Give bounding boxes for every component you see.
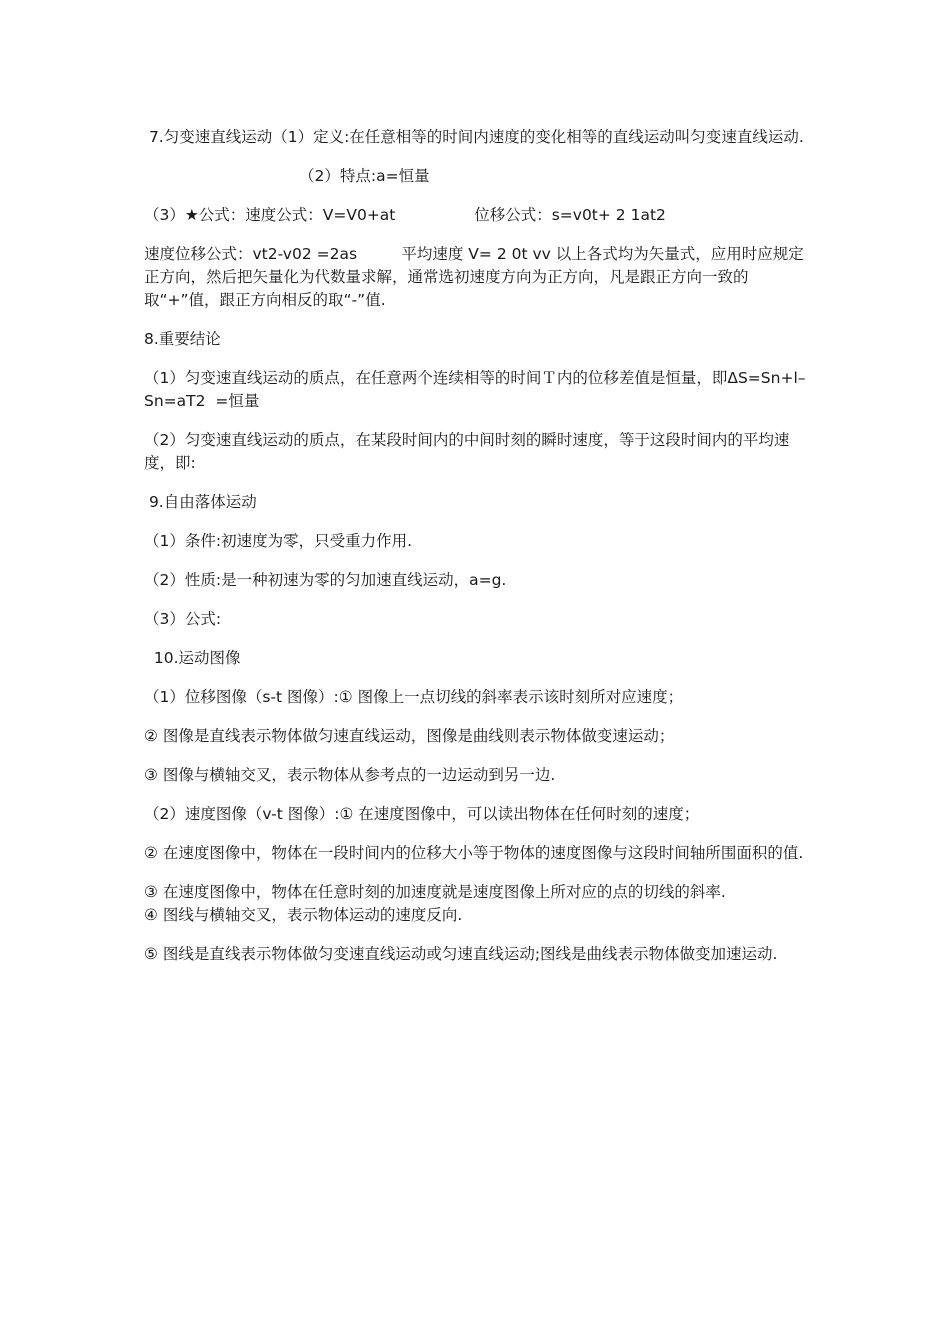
section-7-definition: 7.匀变速直线运动（1）定义:在任意相等的时间内速度的变化相等的直线运动叫匀变速直线运动.	[144, 128, 804, 146]
section-10-vt-graph-4: ④ 图线与横轴交叉，表示物体运动的速度反向.	[144, 906, 463, 924]
section-8-heading: 8.重要结论	[144, 330, 221, 348]
section-9-heading: 9.自由落体运动	[144, 493, 257, 511]
section-10-heading: 10.运动图像	[144, 649, 241, 667]
document-page	[144, 126, 809, 982]
section-10-vt-graph-2: ② 在速度图像中，物体在一段时间内的位移大小等于物体的速度图像与这段时间轴所围面积的值.	[144, 844, 804, 862]
section-7-formulas: （3）★公式：速度公式：V=V0+at 位移公式：s=v0t+ 2 1at2	[144, 206, 666, 224]
section-10-vt-graph-1: （2）速度图像（v-t 图像）:① 在速度图像中，可以读出物体在任何时刻的速度；	[144, 805, 700, 823]
section-8-conclusion-2: （2）匀变速直线运动的质点，在某段时间内的中间时刻的瞬时速度，等于这段时间内的平均速度，即:	[144, 431, 790, 472]
section-10-st-graph-1: （1）位移图像（s-t 图像）:① 图像上一点切线的斜率表示该时刻所对应速度；	[144, 688, 684, 706]
section-8-conclusion-1: （1）匀变速直线运动的质点，在任意两个连续相等的时间Ｔ内的位移差值是恒量，即ΔS=Sn+l–Sn=aT2 =恒量	[144, 369, 806, 410]
section-9-formula: （3）公式:	[144, 610, 222, 628]
section-10-vt-graph-5: ⑤ 图线是直线表示物体做匀变速直线运动或匀速直线运动;图线是曲线表示物体做变加速运动.	[144, 945, 778, 963]
section-10-vt-graph-3: ③ 在速度图像中，物体在任意时刻的加速度就是速度图像上所对应的点的切线的斜率.	[144, 883, 726, 901]
section-9-condition: （1）条件:初速度为零，只受重力作用.	[144, 532, 413, 550]
section-7-feature: （2）特点:a=恒量	[299, 167, 430, 185]
section-10-st-graph-2: ② 图像是直线表示物体做匀速直线运动，图像是曲线则表示物体做变速运动；	[144, 727, 675, 745]
section-10-st-graph-3: ③ 图像与横轴交叉，表示物体从参考点的一边运动到另一边.	[144, 766, 556, 784]
section-7-velocity-displacement: 速度位移公式：vt2-v02 =2as 平均速度 V= 2 0t vv 以上各式均为矢量式，应用时应规定正方向，然后把矢量化为代数量求解，通常选初速度方向为正方向，凡是跟正方向一致的取“+”值，跟正方向相反的取“-”值.	[144, 245, 804, 309]
section-9-property: （2）性质:是一种初速为零的匀加速直线运动，a=g.	[144, 571, 507, 589]
